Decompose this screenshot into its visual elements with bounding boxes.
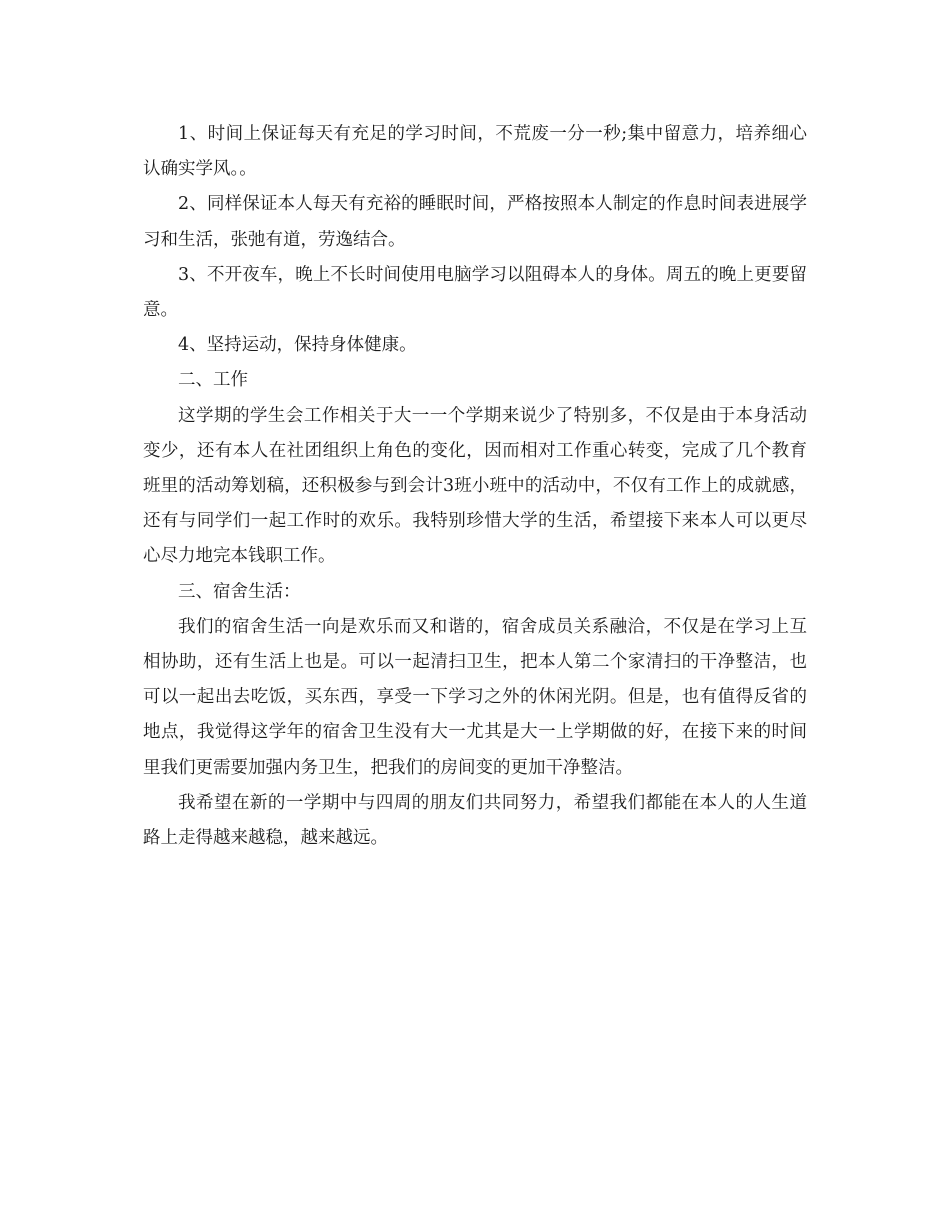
section-heading-work: 二、工作 [178, 370, 248, 391]
paragraph-no-late-night: 3、不开夜车，晚上不长时间使用电脑学习以阻碍本人的身体。周五的晚上更要留意。 [143, 264, 807, 321]
paragraph-sleep-time: 2、同样保证本人每天有充裕的睡眠时间，严格按照本人制定的作息时间表进展学习和生活，张弛有道，劳逸结合。 [143, 194, 807, 250]
paragraph-work: 这学期的学生会工作相关于大一一个学期来说少了特别多，不仅是由于本身活动变少，还有本人在社团组织上角色的变化，因而相对工作重心转变，完成了几个教育班里的活动筹划稿，还积极参与到会计3班小班中的活动中，不仅有工作上的成就感，还有与同学们一起工作时的欢乐。我特别珍惜大学的生活，希望接下来本人可以更尽心尽力地完本钱职工作。 [143, 405, 807, 567]
section-heading-dorm-life: 三、宿舍生活： [178, 581, 301, 602]
paragraph-exercise: 4、坚持运动，保持身体健康。 [178, 335, 417, 356]
paragraph-dorm-life: 我们的宿舍生活一向是欢乐而又和谐的，宿舍成员关系融洽，不仅是在学习上互相协助，还有生活上也是。可以一起清扫卫生，把本人第二个家清扫的干净整洁，也可以一起出去吃饭，买东西，享受一下学习之外的休闲光阴。但是，也有值得反省的地点，我觉得这学年的宿舍卫生没有大一尤其是大一上学期做的好，在接下来的时间里我们更需要加强内务卫生，把我们的房间变的更加干净整洁。 [143, 616, 807, 778]
document-body [143, 117, 807, 856]
paragraph-closing: 我希望在新的一学期中与四周的朋友们共同努力，希望我们都能在本人的人生道路上走得越来越稳，越来越远。 [143, 792, 807, 849]
paragraph-study-time: 1、时间上保证每天有充足的学习时间，不荒废一分一秒;集中留意力，培养细心认确实学风。。 [143, 124, 807, 180]
